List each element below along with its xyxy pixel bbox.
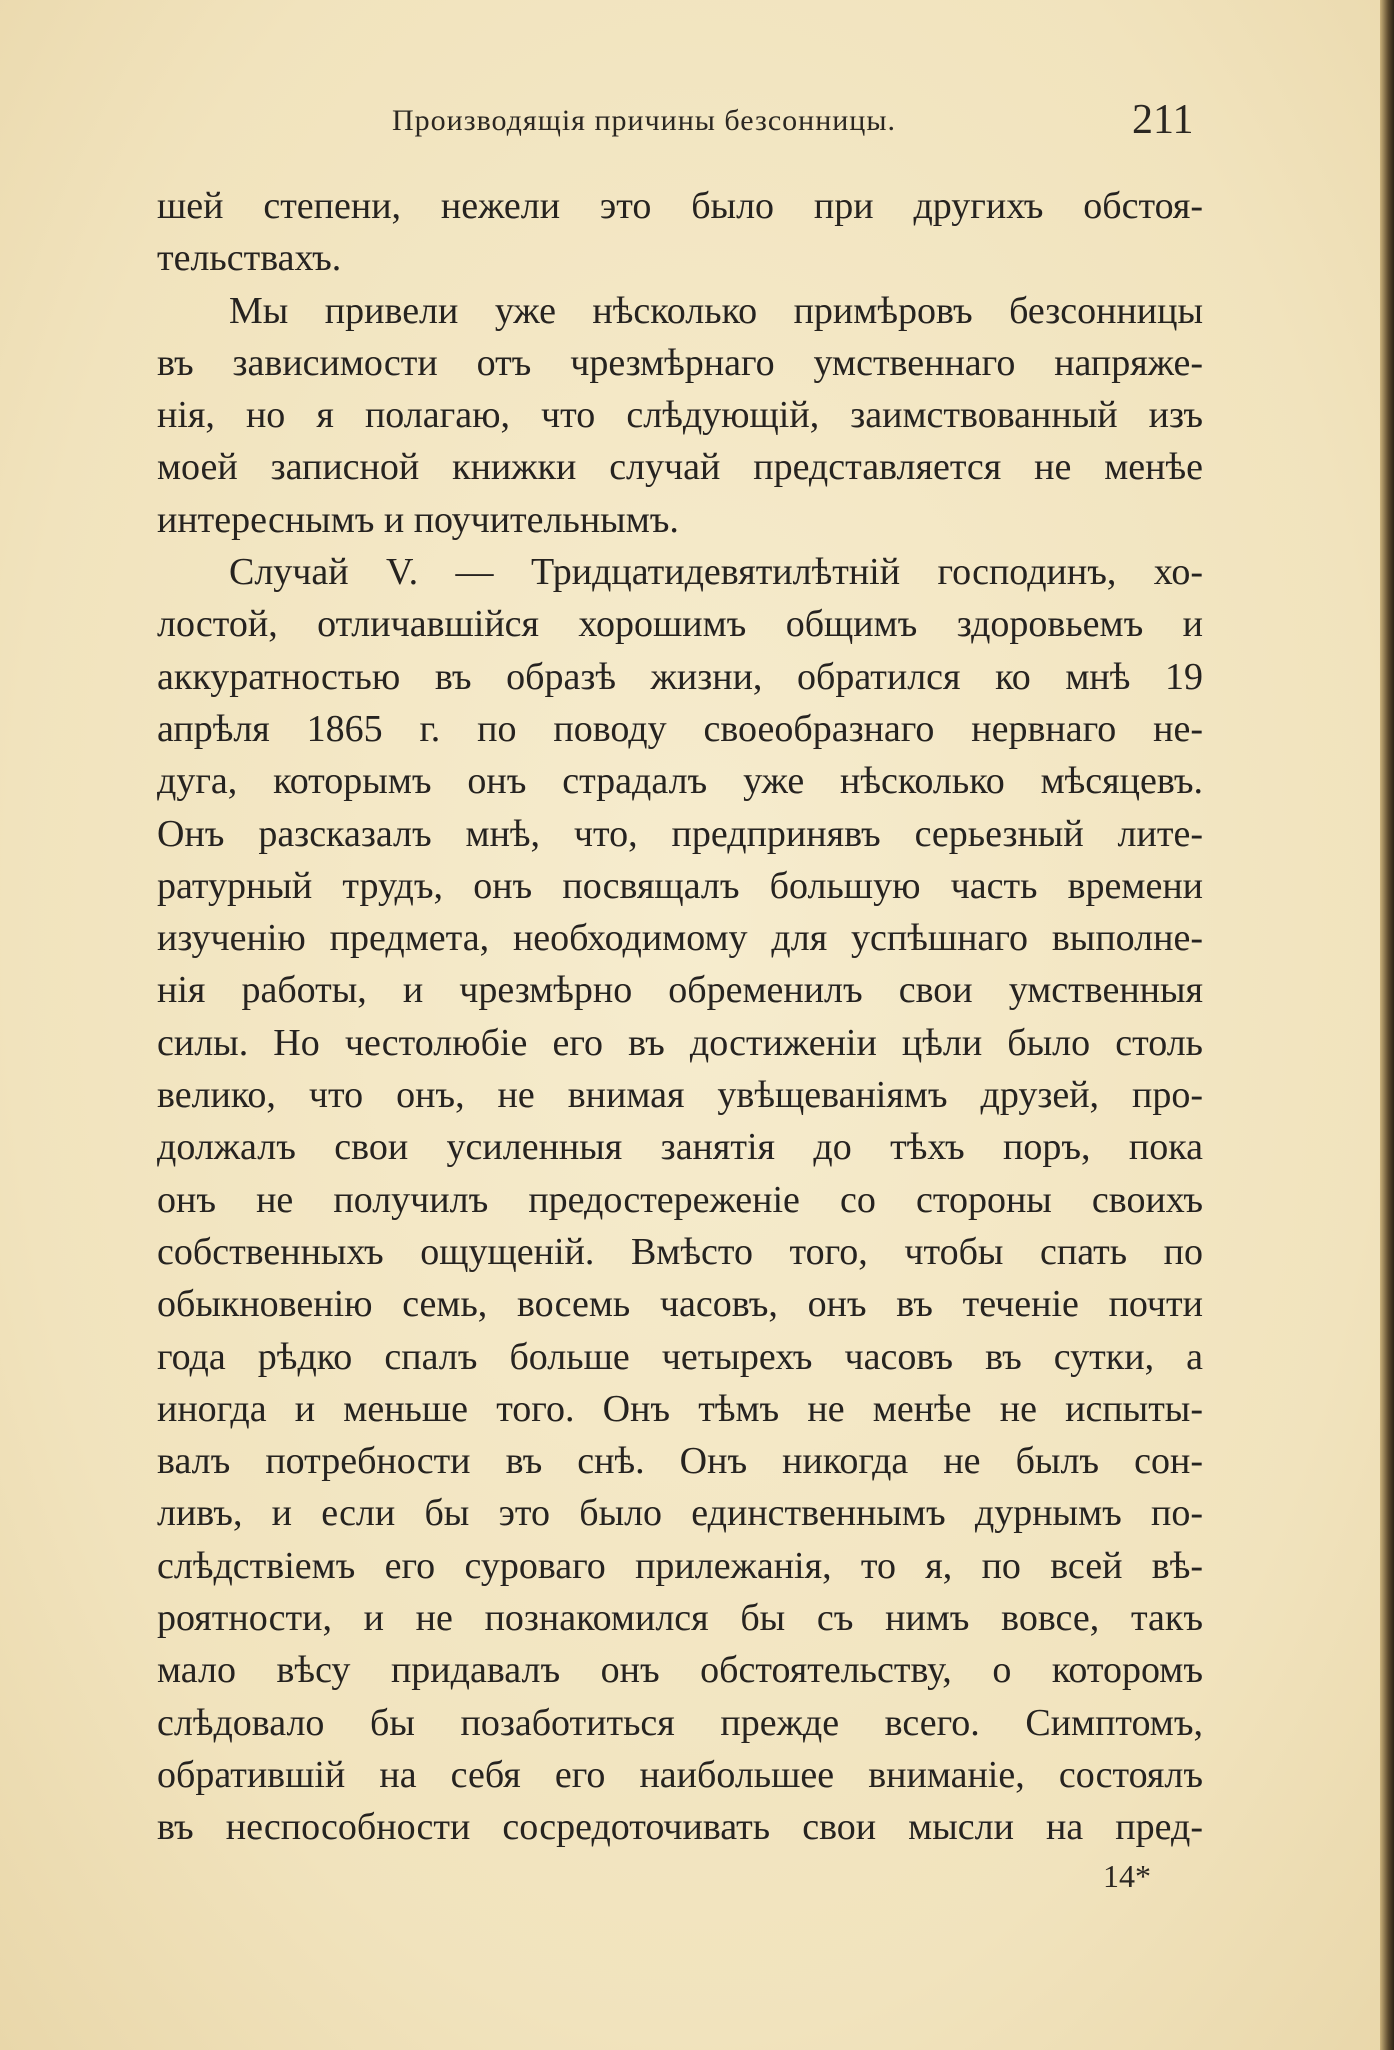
text-line: собственныхъ ощущеній. Вмѣсто того, чтобы спать по (157, 1230, 1203, 1273)
text-line: Случай V. — Тридцатидевятилѣтній господинъ, хо- (229, 551, 1203, 594)
text-line: апрѣля 1865 г. по поводу своеобразнаго нервнаго не- (157, 707, 1203, 750)
signature-mark: 14* (1103, 1858, 1151, 1894)
text-line: нія работы, и чрезмѣрно обременилъ свои умственныя (157, 969, 1203, 1012)
text-line: шей степени, нежели это было при другихъ обстоя- (157, 185, 1203, 227)
text-line: аккуратностью въ образѣ жизни, обратился ко мнѣ 19 (157, 655, 1203, 698)
text-line: мало вѣсу придавалъ онъ обстоятельству, о которомъ (157, 1649, 1203, 1692)
text-line: силы. Но честолюбіе его въ достиженіи цѣли было столь (157, 1021, 1203, 1064)
page-edge (1380, 0, 1394, 2050)
text-line: валъ потребности въ снѣ. Онъ никогда не былъ сон- (157, 1440, 1203, 1483)
text-line: Онъ разсказалъ мнѣ, что, предпринявъ серьезный лите- (157, 812, 1203, 855)
page-number: 211 (1132, 97, 1194, 143)
text-line: изученію предмета, необходимому для успѣшнаго выполне- (157, 917, 1203, 960)
text-line: интереснымъ и поучительнымъ. (157, 498, 679, 541)
text-line: должалъ свои усиленныя занятія до тѣхъ поръ, пока (157, 1126, 1203, 1169)
text-line: моей записной книжки случай представляется не менѣе (157, 446, 1203, 489)
text-line: роятности, и не познакомился бы съ нимъ вовсе, такъ (157, 1597, 1203, 1640)
running-title: Производящія причины безсонницы. (392, 104, 897, 137)
text-line: въ зависимости отъ чрезмѣрнаго умственнаго напряже- (157, 341, 1203, 384)
text-line: ливъ, и если бы это было единственнымъ дурнымъ по- (157, 1492, 1203, 1535)
text-line: года рѣдко спалъ больше четырехъ часовъ въ сутки, а (157, 1335, 1203, 1378)
text-line: Мы привели уже нѣсколько примѣровъ безсонницы (229, 289, 1203, 332)
text-line: нія, но я полагаю, что слѣдующій, заимствованный изъ (157, 394, 1203, 437)
running-head (392, 96, 1192, 146)
text-line: обыкновенію семь, восемь часовъ, онъ въ теченіе почти (157, 1283, 1203, 1326)
text-line: иногда и меньше того. Онъ тѣмъ не менѣе не испыты- (157, 1387, 1203, 1430)
text-line: слѣдствіемъ его суроваго прилежанія, то я, по всей вѣ- (157, 1544, 1203, 1587)
text-line: велико, что онъ, не внимая увѣщеваніямъ друзей, про- (157, 1074, 1203, 1117)
text-line: дуга, которымъ онъ страдалъ уже нѣсколько мѣсяцевъ. (157, 760, 1203, 803)
body-text (157, 180, 1203, 1854)
text-line: ратурный трудъ, онъ посвящалъ большую часть времени (157, 864, 1203, 907)
text-line: слѣдовало бы позаботиться прежде всего. Симптомъ, (157, 1701, 1203, 1744)
text-line: обратившій на себя его наибольшее вниманіе, состоялъ (157, 1753, 1203, 1796)
text-line: лостой, отличавшійся хорошимъ общимъ здоровьемъ и (157, 603, 1203, 646)
text-line: въ неспособности сосредоточивать свои мысли на пред- (157, 1806, 1203, 1849)
text-line: тельствахъ. (157, 237, 342, 280)
text-line: онъ не получилъ предостереженіе со стороны своихъ (157, 1178, 1203, 1221)
